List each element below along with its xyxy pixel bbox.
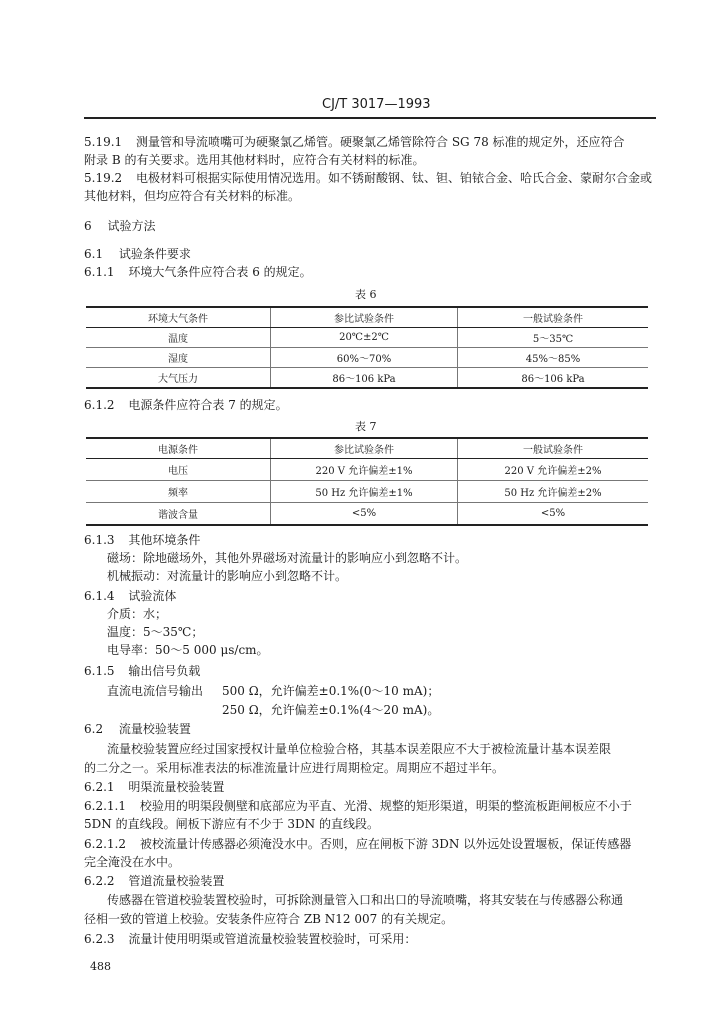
header-cell: 参比试验条件 [271, 439, 458, 459]
table-cell: 频率 [86, 481, 271, 503]
clause-6-1-5-line2: 250 Ω，允许偏差±0.1%(4～20 mA)。 [222, 703, 440, 717]
table-cell: <5% [458, 503, 649, 526]
clause-text: 测量管和导流喷嘴可为硬聚氯乙烯管。硬聚氯乙烯管除符合 SG 78 标准的规定外，还应符合 [136, 135, 625, 149]
clause-text: 电源条件应符合表 7 的规定。 [128, 398, 288, 412]
table-cell: 50 Hz 允许偏差±2% [458, 481, 649, 503]
clause-6-2-2 [84, 873, 224, 890]
clause-6-2-1 [84, 779, 224, 796]
table-cell: 86～106 kPa [271, 368, 458, 389]
clause-number: 6.2.1.1 [84, 799, 126, 813]
clause-5-19-1 [84, 134, 625, 151]
clause-6-1-5-label: 直流电流信号输出 [107, 684, 204, 698]
section-6-2-heading [84, 721, 191, 738]
clause-6-1-4-line2: 温度：5～35℃； [107, 625, 204, 639]
clause-title: 输出信号负载 [128, 664, 201, 678]
clause-6-2-2-text2: 径相一致的管道上校验。安装条件应符合 ZB N12 007 的有关规定。 [84, 912, 454, 926]
clause-text: 电极材料可根据实际使用情况选用。如不锈耐酸钢、钛、钽、铂铱合金、哈氏合金、蒙耐尔合金或 [136, 171, 653, 185]
clause-6-1-2 [84, 397, 288, 414]
table-cell: 220 V 允许偏差±2% [458, 459, 649, 481]
table-6-caption: 表 6 [355, 288, 377, 301]
header-rule [84, 117, 656, 119]
table-cell: 湿度 [86, 348, 271, 368]
clause-number: 6.2.2 [84, 874, 115, 888]
clause-6-1-3-line1: 磁场：除地磁场外，其他外界磁场对流量计的影响应小到忽略不计。 [107, 551, 468, 565]
page-number: 488 [90, 960, 111, 973]
clause-number: 6.2.1 [84, 780, 115, 794]
table-cell: 86～106 kPa [458, 368, 649, 389]
clause-6-2-1-1 [84, 798, 632, 815]
section-title: 试验条件要求 [118, 247, 191, 261]
table-cell: 温度 [86, 328, 271, 348]
section-number: 6.2 [84, 722, 104, 736]
table-row [86, 503, 648, 526]
table-7-caption: 表 7 [355, 420, 377, 433]
header-cell: 环境大气条件 [86, 308, 271, 328]
clause-title: 试验流体 [128, 589, 177, 603]
clause-text: 校验用的明渠段侧壁和底部应为平直、光滑、规整的矩形渠道，明渠的整流板距闸板应不小于 [139, 799, 632, 813]
clause-text: 环境大气条件应符合表 6 的规定。 [128, 265, 312, 279]
clause-title: 其他环境条件 [128, 533, 201, 547]
clause-6-1-4-line1: 介质：水； [107, 607, 168, 621]
table-cell: 20℃±2℃ [271, 328, 458, 348]
table-7 [86, 439, 648, 526]
clause-number: 6.1.5 [84, 664, 115, 678]
header-code: CJ/T 3017—1993 [322, 97, 431, 112]
clause-6-1-4 [84, 588, 176, 605]
header-cell: 电源条件 [86, 439, 271, 459]
clause-title: 管道流量校验装置 [128, 874, 225, 888]
clause-6-2-3 [84, 931, 416, 948]
header-cell: 一般试验条件 [458, 439, 649, 459]
table-row [86, 348, 648, 368]
clause-number: 6.1.2 [84, 398, 115, 412]
table-6 [86, 308, 648, 389]
table-cell: 大气压力 [86, 368, 271, 389]
clause-6-1-5 [84, 663, 200, 680]
table-row [86, 368, 648, 389]
clause-6-2-2-text1: 传感器在管道校验装置校验时，可拆除测量管入口和出口的导流喷嘴，将其安装在与传感器公称通 [107, 893, 624, 907]
table-header-row [86, 308, 648, 328]
clause-number: 6.1.1 [84, 265, 115, 279]
section-number: 6 [84, 219, 92, 233]
clause-6-1-5-line1: 500 Ω，允许偏差±0.1%(0～10 mA)； [222, 684, 440, 698]
clause-6-1-3 [84, 532, 200, 549]
table-cell: 60%～70% [271, 348, 458, 368]
clause-number: 6.2.1.2 [84, 837, 126, 851]
clause-6-2-1-2 [84, 836, 631, 853]
section-number: 6.1 [84, 247, 104, 261]
section-6-2-text1: 流量校验装置应经过国家授权计量单位检验合格，其基本误差限应不大于被检流量计基本误差限 [107, 742, 612, 756]
clause-number: 5.19.1 [84, 135, 123, 149]
clause-title: 明渠流量校验装置 [128, 780, 225, 794]
clause-6-1-3-line2: 机械振动：对流量计的影响应小到忽略不计。 [107, 569, 348, 583]
section-6-1-heading [84, 246, 191, 263]
clause-6-2-1-2-cont: 完全淹没在水中。 [84, 855, 181, 869]
clause-6-1-1 [84, 264, 312, 281]
clause-number: 6.1.3 [84, 533, 115, 547]
header-cell: 一般试验条件 [458, 308, 649, 328]
table-row [86, 481, 648, 503]
section-6-heading [84, 218, 155, 235]
table-header-row [86, 439, 648, 459]
header-cell: 参比试验条件 [271, 308, 458, 328]
table-cell: <5% [271, 503, 458, 526]
table-cell: 45%～85% [458, 348, 649, 368]
clause-6-1-4-line3: 电导率：50～5 000 μs/cm。 [107, 643, 269, 657]
section-title: 流量校验装置 [118, 722, 191, 736]
clause-5-19-2-cont: 其他材料，但均应符合有关材料的标准。 [84, 189, 301, 203]
table-cell: 电压 [86, 459, 271, 481]
table-cell: 谐波含量 [86, 503, 271, 526]
section-6-2-text2: 的二分之一。采用标准表法的标准流量计应进行周期检定。周期应不超过半年。 [84, 761, 505, 775]
clause-number: 6.2.3 [84, 932, 115, 946]
clause-5-19-1-cont: 附录 B 的有关要求。选用其他材料时，应符合有关材料的标准。 [84, 153, 425, 167]
clause-text: 流量计使用明渠或管道流量校验装置校验时，可采用： [128, 932, 417, 946]
clause-5-19-2 [84, 170, 652, 187]
clause-text: 被校流量计传感器必须淹没水中。否则，应在闸板下游 3DN 以外远处设置堰板，保证传感器 [139, 837, 632, 851]
table-cell: 5～35℃ [458, 328, 649, 348]
clause-number: 6.1.4 [84, 589, 115, 603]
table-cell: 220 V 允许偏差±1% [271, 459, 458, 481]
table-row [86, 328, 648, 348]
section-title: 试验方法 [107, 219, 156, 233]
clause-6-2-1-1-cont: 5DN 的直线段。闸板下游应有不少于 3DN 的直线段。 [84, 817, 379, 831]
table-row [86, 459, 648, 481]
table-cell: 50 Hz 允许偏差±1% [271, 481, 458, 503]
clause-number: 5.19.2 [84, 171, 123, 185]
